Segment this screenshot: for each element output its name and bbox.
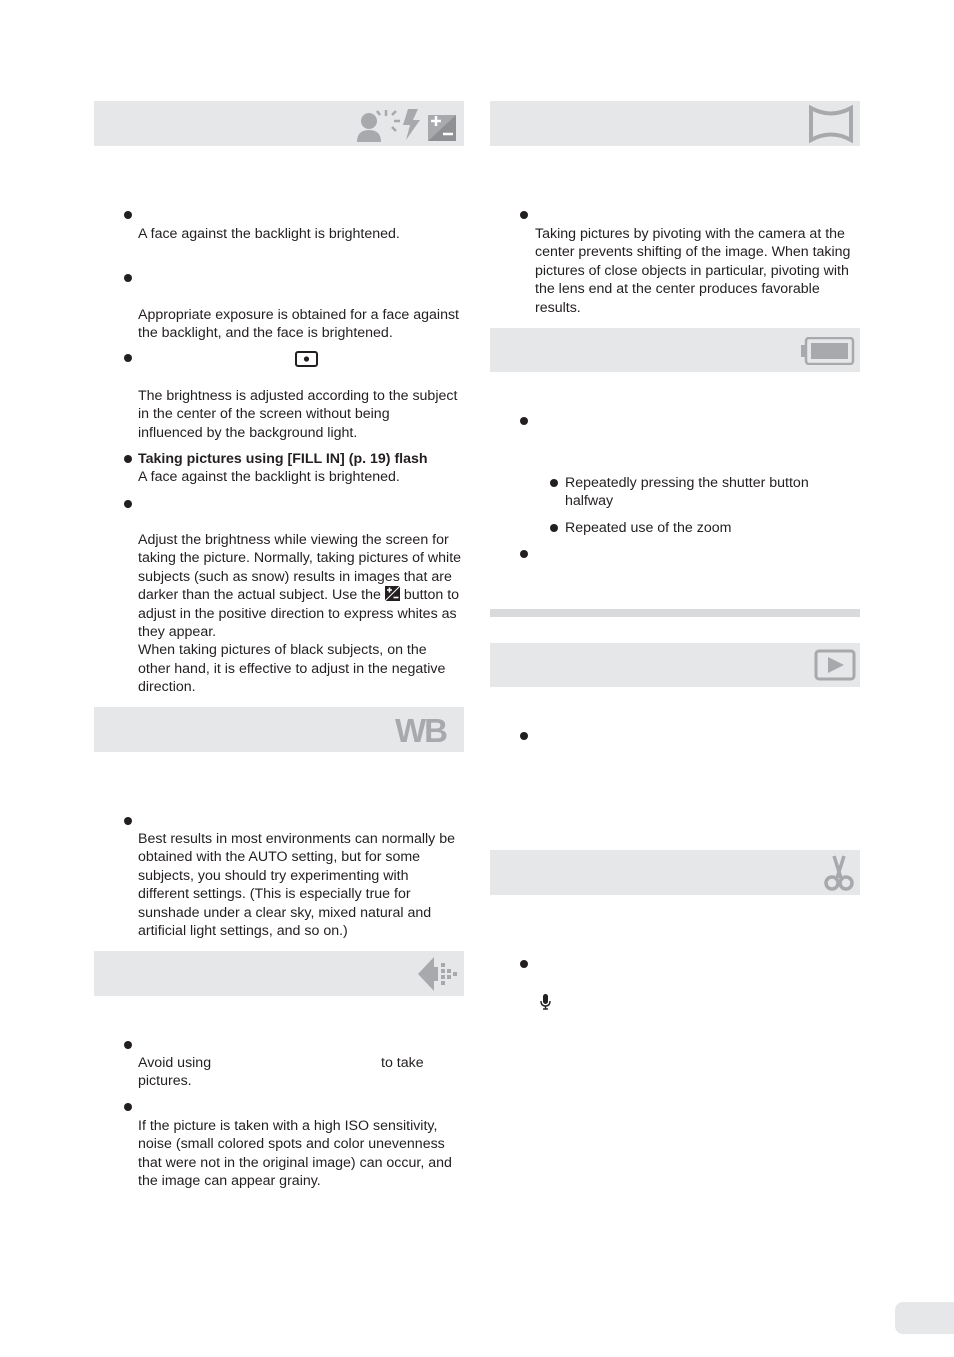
- iso-arrow-icon: [416, 955, 460, 993]
- bullet: [124, 211, 132, 219]
- section-band-playback: [490, 643, 860, 687]
- section-band-battery: [490, 328, 860, 372]
- fill-in-flash-text: A face against the backlight is brightened.: [138, 469, 400, 485]
- bullet: [124, 500, 132, 508]
- bullet: [520, 417, 528, 425]
- section-band-white-balance: [94, 707, 464, 752]
- iso-bullet-2-text: If the picture is taken with a high ISO sensitivity, noise (small colored spots and color unevenness that were not in the original image) can occur, and the image can appear grainy.: [138, 1118, 452, 1190]
- battery-sub-bullet-2: Repeated use of the zoom: [565, 520, 732, 536]
- exposure-text-part-3: When taking pictures of black subjects, on the other hand, it is effective to adjust in the negative direction.: [138, 642, 446, 696]
- bullet: [520, 211, 528, 219]
- bullet: [124, 1103, 132, 1111]
- bullet: [124, 1041, 132, 1049]
- bullet: [550, 524, 558, 532]
- backlight-bullet-1-text: A face against the backlight is brightened.: [138, 226, 400, 242]
- section-band-panorama: [490, 101, 860, 146]
- battery-icon: [801, 337, 855, 365]
- exposure-text-part-2: button to adjust in the positive direction to express whites as they appear.: [138, 587, 460, 641]
- bullet: [520, 732, 528, 740]
- page-number-tab: [895, 1302, 954, 1334]
- exposure-bullet-text: [138, 531, 462, 697]
- iso-bullet-1-b: to take: [381, 1055, 424, 1071]
- fill-in-flash-heading: Taking pictures using [FILL IN] (p. 19) flash: [138, 451, 428, 467]
- exposure-compensation-icon: [385, 586, 400, 601]
- bullet: [520, 960, 528, 968]
- backlight-bullet-2-text: Appropriate exposure is obtained for a face against the backlight, and the face is brightened.: [138, 307, 459, 342]
- iso-bullet-1-c: pictures.: [138, 1073, 192, 1089]
- section-divider: [490, 609, 860, 617]
- panorama-icon: [808, 105, 854, 143]
- wb-bullet-text: Best results in most environments can normally be obtained with the AUTO setting, but for some subjects, you should try experimenting with different settings. (This is especially true for sunshade under a clear sky, mixed natural and artificial light settings, and so on.): [138, 831, 455, 940]
- battery-sub-bullet-1: Repeatedly pressing the shutter button halfway: [565, 475, 809, 510]
- spot-metering-icon: [295, 351, 318, 367]
- exposure-text-part-1: Adjust the brightness while viewing the screen for taking the picture. Normally, taking pictures of white subjects (such as snow) results in images that are darker than the actual subject. Use the: [138, 532, 462, 604]
- bullet: [124, 354, 132, 362]
- panorama-bullet-text: Taking pictures by pivoting with the camera at the center prevents shifting of the image. When taking pictures of close objects in particular, pivoting with the lens end at the center produces favorable results.: [535, 226, 851, 316]
- bullet: [520, 550, 528, 558]
- wb-icon-text: WB: [395, 714, 446, 746]
- bullet: [550, 479, 558, 487]
- playback-icon: [814, 649, 856, 681]
- bullet: [124, 274, 132, 282]
- iso-bullet-1-a: Avoid using: [138, 1055, 212, 1071]
- bullet: [124, 817, 132, 825]
- scissors-icon: [822, 854, 856, 892]
- section-band-iso: [94, 951, 464, 996]
- bullet: [124, 455, 132, 463]
- section-band-edit: [490, 850, 860, 895]
- microphone-icon: [540, 994, 551, 1010]
- backlight-bullet-3-text: The brightness is adjusted according to the subject in the center of the screen without being influenced by the background light.: [138, 388, 458, 441]
- wb-icon: [394, 714, 458, 746]
- backlight-flash-exposure-icons: [356, 106, 456, 142]
- section-band-backlight: [94, 101, 464, 146]
